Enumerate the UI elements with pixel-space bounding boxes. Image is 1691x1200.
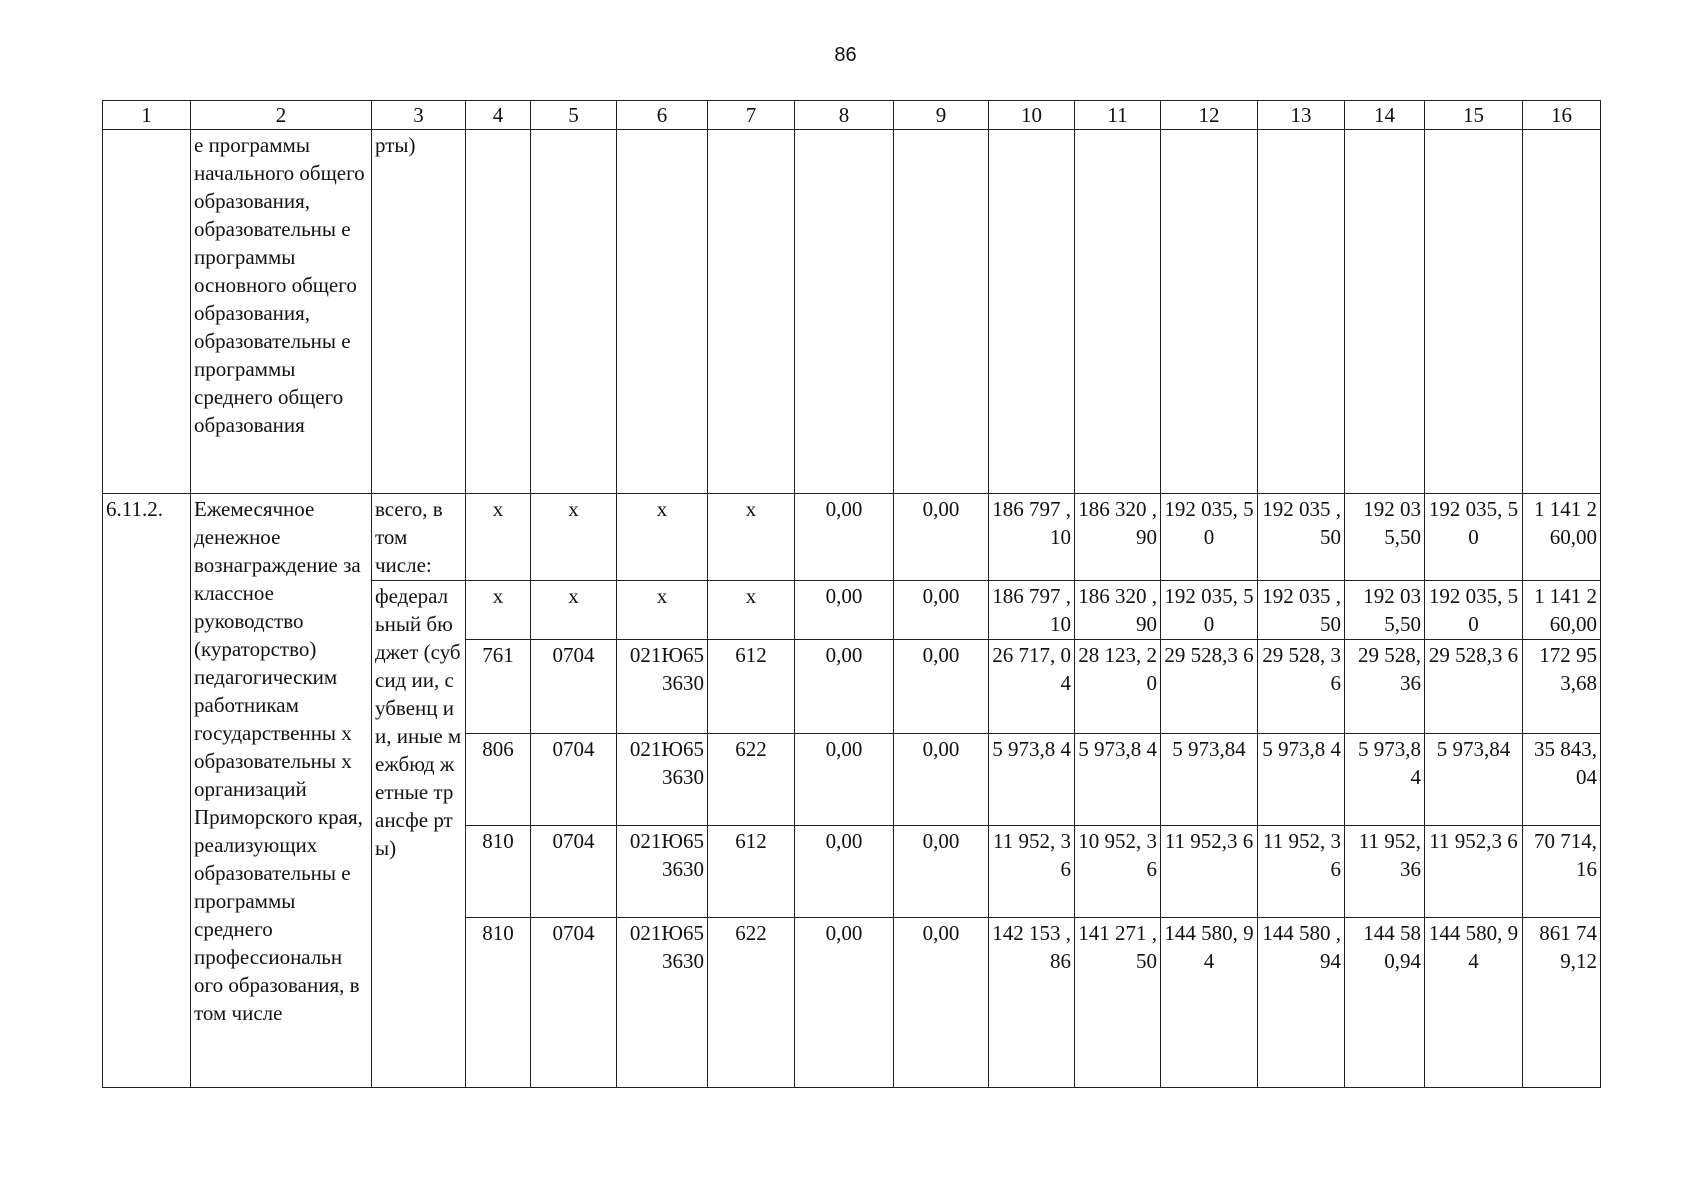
table-cell: 0704	[531, 640, 617, 734]
table-cell: 28 123, 20	[1075, 640, 1161, 734]
table-cell: 622	[708, 918, 795, 1088]
table-row	[103, 494, 1601, 581]
table-cell: 11 952,3 6	[1425, 826, 1523, 918]
table-cell: 5 973,8 4	[989, 734, 1075, 826]
table-cell: 0,00	[894, 918, 989, 1088]
table-cell: 186 797 ,10	[989, 494, 1075, 581]
table-cell: 0,00	[795, 826, 894, 918]
table-cell: x	[617, 494, 708, 581]
table-cell: 5 973,84	[1425, 734, 1523, 826]
table-cell: 186 320 ,90	[1075, 494, 1161, 581]
continuation-description: е программы начального общего образования, образовательны е программы основного общего образования, образовательны е программы среднего общего образования	[191, 130, 372, 494]
column-header: 3	[372, 101, 466, 130]
table-cell: 622	[708, 734, 795, 826]
table-cell: 0,00	[894, 640, 989, 734]
table-cell: 0704	[531, 826, 617, 918]
column-header: 12	[1161, 101, 1258, 130]
table-cell: 761	[466, 640, 531, 734]
continuation-source: рты)	[372, 130, 466, 494]
table-cell: 5 973,8 4	[1345, 734, 1425, 826]
table-cell: 192 03 5,50	[1345, 494, 1425, 581]
table-cell: 021Ю65 3630	[617, 918, 708, 1088]
table-cell: x	[466, 581, 531, 640]
item-number: 6.11.2.	[103, 494, 191, 1088]
table-cell: 0,00	[795, 581, 894, 640]
table-cell: 186 797 ,10	[989, 581, 1075, 640]
table-cell: 0,00	[795, 734, 894, 826]
column-header: 13	[1258, 101, 1345, 130]
table-cell: x	[708, 494, 795, 581]
table-cell: 11 952, 36	[1345, 826, 1425, 918]
table-cell: 5 973,84	[1161, 734, 1258, 826]
column-header: 1	[103, 101, 191, 130]
column-header: 9	[894, 101, 989, 130]
source-federal: федерал ьный бюджет (субсид ии, субвенц ии, иные межбюд жетные трансфе рты)	[372, 581, 466, 1088]
item-description: Ежемесячное денежное вознаграждение за классное руководство (кураторство) педагогическим работникам государственны х образовательны х организаций Приморского края, реализующих образовательны е программы среднего профессиональн ого образования, в том числе	[191, 494, 372, 1088]
table-cell: 10 952, 36	[1075, 826, 1161, 918]
table-cell: 192 03 5,50	[1345, 581, 1425, 640]
table-cell: 192 035 ,50	[1258, 581, 1345, 640]
table-cell: 29 528,3 6	[1161, 640, 1258, 734]
table-cell: 144 580, 94	[1161, 918, 1258, 1088]
column-header: 4	[466, 101, 531, 130]
budget-table	[102, 100, 1601, 1088]
column-header: 8	[795, 101, 894, 130]
table-cell: x	[708, 581, 795, 640]
table-cell: 810	[466, 826, 531, 918]
column-header: 2	[191, 101, 372, 130]
table-cell: x	[466, 494, 531, 581]
table-cell: 26 717, 04	[989, 640, 1075, 734]
table-cell: 11 952, 36	[989, 826, 1075, 918]
table-cell: 806	[466, 734, 531, 826]
table-cell: 0,00	[894, 826, 989, 918]
table-cell: 144 580, 94	[1425, 918, 1523, 1088]
continuation-row	[103, 130, 1601, 494]
table-cell: 192 035, 50	[1161, 494, 1258, 581]
column-header-row	[103, 101, 1601, 130]
table-cell: 0704	[531, 918, 617, 1088]
table-cell: x	[531, 494, 617, 581]
table-cell: x	[531, 581, 617, 640]
table-cell: 11 952, 36	[1258, 826, 1345, 918]
table-cell: 35 843, 04	[1523, 734, 1601, 826]
table-cell: 29 528,3 6	[1425, 640, 1523, 734]
table-cell: 021Ю65 3630	[617, 826, 708, 918]
table-cell: 11 952,3 6	[1161, 826, 1258, 918]
table-cell: 142 153 ,86	[989, 918, 1075, 1088]
table-cell: 0,00	[894, 494, 989, 581]
column-header: 6	[617, 101, 708, 130]
column-header: 7	[708, 101, 795, 130]
table-cell: 021Ю65 3630	[617, 640, 708, 734]
source-total: всего, в том числе:	[372, 494, 466, 581]
table-cell: 29 528, 36	[1345, 640, 1425, 734]
table-cell: 172 95 3,68	[1523, 640, 1601, 734]
column-header: 14	[1345, 101, 1425, 130]
table-cell: 0,00	[894, 734, 989, 826]
column-header: 15	[1425, 101, 1523, 130]
table-cell: 0,00	[894, 581, 989, 640]
table-cell: 186 320 ,90	[1075, 581, 1161, 640]
table-cell: 29 528, 36	[1258, 640, 1345, 734]
table-cell: 810	[466, 918, 531, 1088]
column-header: 5	[531, 101, 617, 130]
table-cell: 5 973,8 4	[1075, 734, 1161, 826]
table-cell: 0704	[531, 734, 617, 826]
column-header: 11	[1075, 101, 1161, 130]
table-cell: 0,00	[795, 640, 894, 734]
column-header: 10	[989, 101, 1075, 130]
table-cell: 141 271 ,50	[1075, 918, 1161, 1088]
table-cell: 192 035, 50	[1425, 581, 1523, 640]
table-cell: 1 141 2 60,00	[1523, 581, 1601, 640]
table-cell: 1 141 2 60,00	[1523, 494, 1601, 581]
table-cell: 192 035 ,50	[1258, 494, 1345, 581]
table-cell: 5 973,8 4	[1258, 734, 1345, 826]
table-cell: 0,00	[795, 918, 894, 1088]
table-cell: 0,00	[795, 494, 894, 581]
page-number: 86	[834, 44, 857, 66]
table-cell: 612	[708, 640, 795, 734]
table-cell: 861 74 9,12	[1523, 918, 1601, 1088]
table-cell: 192 035, 50	[1425, 494, 1523, 581]
column-header: 16	[1523, 101, 1601, 130]
table-cell: 612	[708, 826, 795, 918]
table-cell: 192 035, 50	[1161, 581, 1258, 640]
table-cell: 144 580 ,94	[1258, 918, 1345, 1088]
table-cell: 021Ю65 3630	[617, 734, 708, 826]
table-cell: x	[617, 581, 708, 640]
table-cell: 70 714, 16	[1523, 826, 1601, 918]
table-cell: 144 58 0,94	[1345, 918, 1425, 1088]
